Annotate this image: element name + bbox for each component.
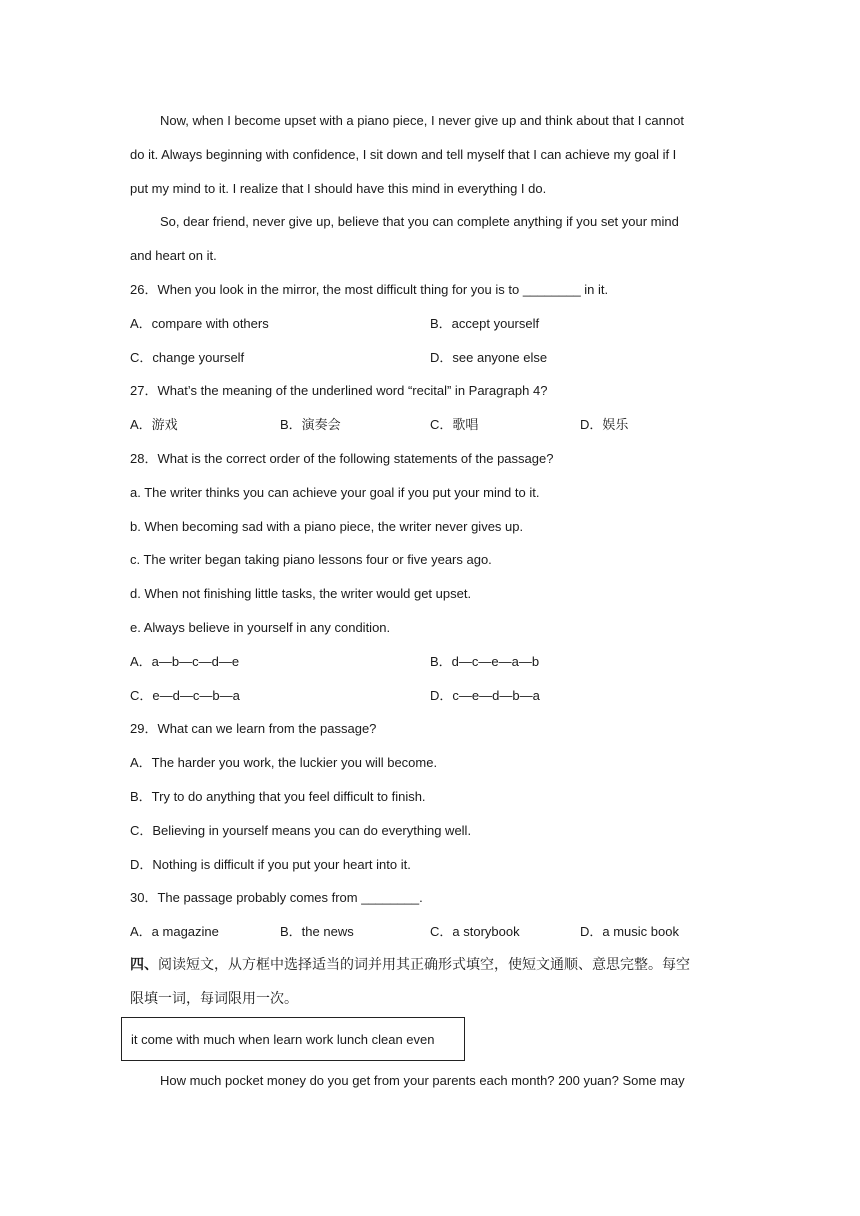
section-4-heading bbox=[130, 949, 730, 983]
statement-b: b. When becoming sad with a piano piece, the writer never gives up. bbox=[130, 518, 524, 534]
passage-line: Now, when I become upset with a piano piece, I never give up and think about that I cannot bbox=[160, 113, 684, 128]
option-a: A．a magazine bbox=[130, 924, 219, 940]
option-a: A．The harder you work, the luckier you will become. bbox=[130, 755, 438, 771]
passage-line: and heart on it. bbox=[130, 248, 217, 264]
passage-line: How much pocket money do you get from your parents each month? 200 yuan? Some may bbox=[160, 1073, 685, 1088]
question-30-options bbox=[130, 915, 730, 949]
option-c: C．a storybook bbox=[430, 924, 520, 940]
question-28-stem: 28．What is the correct order of the following statements of the passage? bbox=[130, 450, 554, 466]
section-4-passage bbox=[130, 1064, 730, 1098]
option-c: C．Believing in yourself means you can do everything well. bbox=[130, 822, 472, 838]
option-b: B．演奏会 bbox=[280, 417, 341, 433]
question-26-options-row-2 bbox=[130, 341, 730, 375]
question-29-stem: 29．What can we learn from the passage? bbox=[130, 721, 377, 737]
statement-a: a. The writer thinks you can achieve your goal if you put your mind to it. bbox=[130, 484, 540, 500]
question-26-options-row-1 bbox=[130, 307, 730, 341]
question-27-options bbox=[130, 408, 730, 442]
option-c: C．歌唱 bbox=[430, 417, 479, 433]
option-d: D．a music book bbox=[580, 924, 679, 940]
section-instruction-2: 限填一词，每词限用一次。 bbox=[130, 990, 298, 1007]
passage-line: put my mind to it. I realize that I should have this mind in everything I do. bbox=[130, 180, 547, 196]
statement-e: e. Always believe in yourself in any condition. bbox=[130, 619, 391, 635]
option-d: D．Nothing is difficult if you put your heart into it. bbox=[130, 856, 411, 872]
option-a: A．compare with others bbox=[130, 315, 269, 331]
section-number: 四、 bbox=[130, 956, 158, 973]
option-a: A．游戏 bbox=[130, 417, 178, 433]
option-b: B．d—c—e—a—b bbox=[430, 653, 540, 669]
option-d: D．see anyone else bbox=[430, 349, 548, 365]
option-d: D．娱乐 bbox=[580, 417, 629, 433]
option-c: C．change yourself bbox=[130, 349, 245, 365]
document-page bbox=[130, 104, 730, 1017]
question-28-options-row-2 bbox=[130, 679, 730, 713]
question-28-options-row-1 bbox=[130, 645, 730, 679]
word-bank-box: it come with much when learn work lunch clean even bbox=[121, 1017, 465, 1061]
statement-c: c. The writer began taking piano lessons four or five years ago. bbox=[130, 552, 492, 568]
passage-line: So, dear friend, never give up, believe that you can complete anything if you set your mind bbox=[160, 214, 679, 230]
passage-line: do it. Always beginning with confidence, I sit down and tell myself that I can achieve my goal if I bbox=[130, 146, 677, 162]
statement-d: d. When not finishing little tasks, the writer would get upset. bbox=[130, 586, 472, 602]
question-30-stem: 30．The passage probably comes from ________. bbox=[130, 890, 423, 906]
option-b: B．the news bbox=[280, 924, 354, 940]
question-26-stem: 26．When you look in the mirror, the most difficult thing for you is to ________ in it. bbox=[130, 281, 609, 297]
option-c: C．e—d—c—b—a bbox=[130, 687, 240, 703]
option-b: B．Try to do anything that you feel difficult to finish. bbox=[130, 788, 426, 804]
option-d: D．c—e—d—b—a bbox=[430, 687, 540, 703]
option-b: B．accept yourself bbox=[430, 315, 540, 331]
option-a: A．a—b—c—d—e bbox=[130, 653, 240, 669]
section-instruction-1: 阅读短文，从方框中选择适当的词并用其正确形式填空，使短文通顺、意思完整。每空 bbox=[158, 956, 690, 973]
question-27-stem: 27．What’s the meaning of the underlined word “recital” in Paragraph 4? bbox=[130, 383, 548, 399]
